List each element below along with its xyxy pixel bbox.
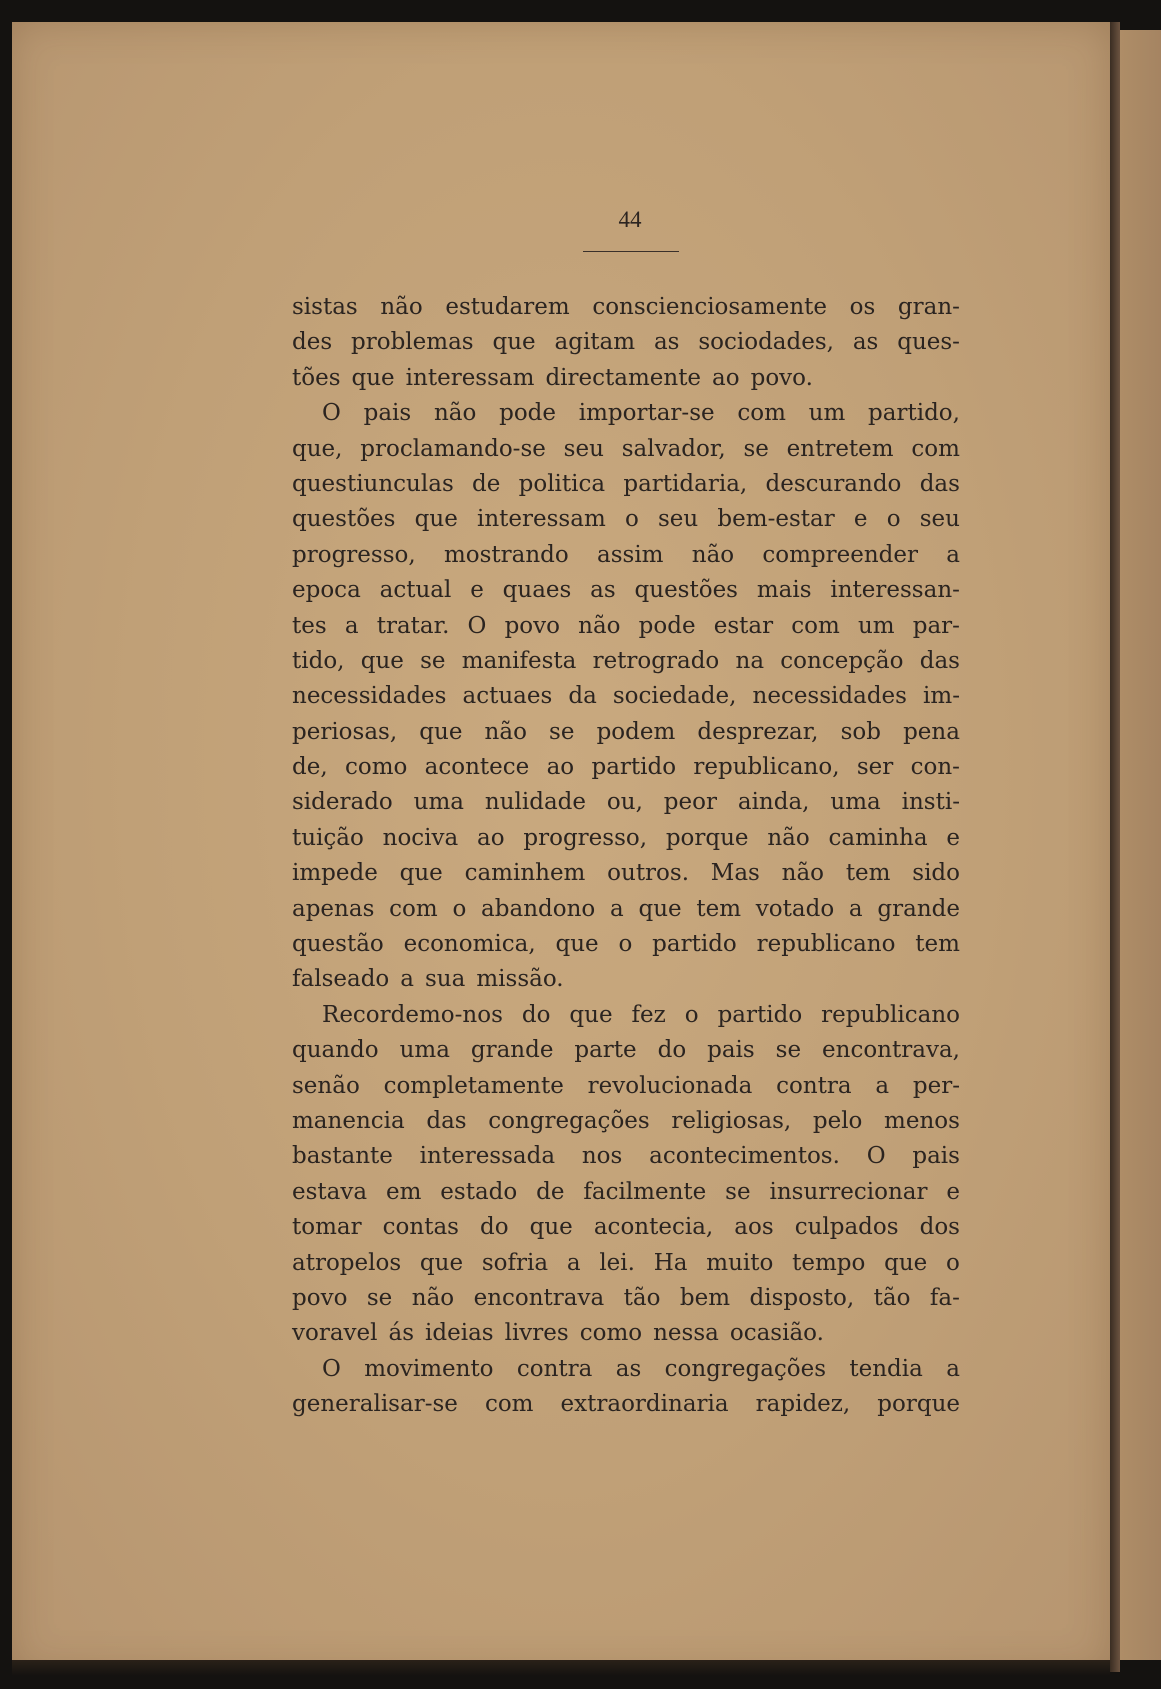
text-line: generalisar-se com extraordinaria rapidez, porque xyxy=(292,1391,960,1418)
text-line: tes a tratar. O povo não pode estar com um par- xyxy=(292,612,960,639)
page-bottom-edge xyxy=(12,1660,1110,1676)
text-line: O pais não pode importar-se com um partido, xyxy=(322,400,960,427)
text-line: necessidades actuaes da sociedade, necessidades im- xyxy=(292,683,960,710)
text-line: questões que interessam o seu bem-estar e o seu xyxy=(292,506,960,533)
text-line: de, como acontece ao partido republicano, ser con- xyxy=(292,754,960,781)
text-line: sistas não estudarem conscienciosamente os gran- xyxy=(292,294,960,320)
text-line: estava em estado de facilmente se insurrecionar e xyxy=(292,1178,960,1205)
text-line: tomar contas do que acontecia, aos culpados dos xyxy=(292,1214,960,1241)
text-line: periosas, que não se podem desprezar, sob pena xyxy=(292,718,960,745)
text-line: siderado uma nulidade ou, peor ainda, uma insti- xyxy=(292,789,960,816)
text-line: falseado a sua missão. xyxy=(292,966,564,993)
page-number: 44 xyxy=(618,207,642,232)
text-line: O movimento contra as congregações tendia a xyxy=(322,1355,960,1382)
text-line: manencia das congregações religiosas, pelo menos xyxy=(292,1107,960,1134)
spine-shadow xyxy=(1110,22,1120,1672)
text-line: bastante interessada nos acontecimentos. O pais xyxy=(292,1143,960,1170)
text-line: Recordemo-nos do que fez o partido republicano xyxy=(322,1001,960,1028)
text-line: que, proclamando-se seu salvador, se entretem com xyxy=(292,435,960,462)
text-line: tido, que se manifesta retrogrado na concepção das xyxy=(292,647,960,674)
text-line: questiunculas de politica partidaria, descurando das xyxy=(292,470,960,497)
body-text xyxy=(292,290,960,1423)
text-line: tões que interessam directamente ao povo. xyxy=(292,364,813,391)
text-line: atropelos que sofria a lei. Ha muito tempo que o xyxy=(292,1249,960,1276)
text-line: voravel ás ideias livres como nessa ocasião. xyxy=(292,1320,824,1347)
text-line: questão economica, que o partido republicano tem xyxy=(292,931,960,958)
page-number-rule xyxy=(583,251,679,252)
text-line: quando uma grande parte do pais se encontrava, xyxy=(292,1037,960,1064)
text-line: progresso, mostrando assim não compreender a xyxy=(292,541,960,568)
text-line: epoca actual e quaes as questões mais interessan- xyxy=(292,577,960,604)
text-line: impede que caminhem outros. Mas não tem sido xyxy=(292,860,960,887)
text-line: tuição nociva ao progresso, porque não caminha e xyxy=(292,824,960,851)
text-line: des problemas que agitam as sociodades, as ques- xyxy=(292,329,960,356)
text-line: apenas com o abandono a que tem votado a grande xyxy=(292,895,960,922)
text-line: senão completamente revolucionada contra a per- xyxy=(292,1072,960,1099)
text-line: povo se não encontrava tão bem disposto, tão fa- xyxy=(292,1284,960,1311)
